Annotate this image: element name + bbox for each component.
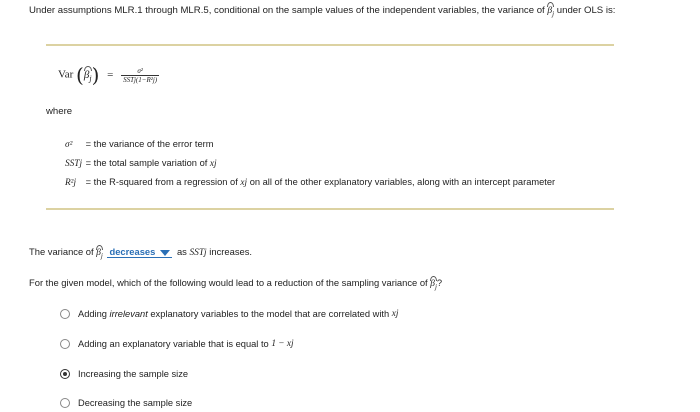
definition-symbol: R²j [65, 178, 77, 188]
fraction [121, 67, 159, 84]
radio-button[interactable] [60, 339, 70, 349]
definition-sigma: σ² = the variance of the error term [65, 139, 214, 150]
answer-dropdown[interactable] [107, 246, 172, 258]
radio-button-selected[interactable] [60, 369, 70, 379]
radio-button[interactable] [60, 309, 70, 319]
beta-hat-symbol: $\beta_j$ [96, 248, 103, 260]
divider-top [46, 44, 614, 46]
definition-sst: SSTj = the total sample variation of xj [65, 158, 217, 169]
question-reduce-variance: For the given model, which of the following would lead to a reduction of the sampling variance of $\beta_j$? [29, 277, 443, 291]
variance-formula [58, 63, 159, 87]
option-irrelevant-variables[interactable]: Adding irrelevant explanatory variables to the model that are correlated with xj [60, 309, 398, 319]
radio-button[interactable] [60, 398, 70, 408]
where-label: where [46, 106, 73, 117]
option-variable-one-minus-x[interactable]: Adding an explanatory variable that is equal to 1 − xj [60, 339, 294, 349]
definition-symbol: σ² [65, 140, 73, 150]
beta-hat-symbol: $\beta_j$ [430, 279, 437, 291]
option-decrease-sample-size[interactable]: Decreasing the sample size [60, 398, 192, 408]
question-variance-sst: The variance of $\beta_j$ decreases as SSTj increases. [29, 246, 253, 260]
intro-before: Under assumptions MLR.1 through MLR.5, conditional on the sample values of the independent variables, the variance of [29, 5, 545, 16]
intro-text [29, 5, 615, 18]
paren-right: ) [91, 63, 100, 87]
option-increase-sample-size[interactable]: Increasing the sample size [60, 369, 188, 379]
var-label: Var [58, 68, 74, 81]
fraction-denominator: SSTj(1−R²j) [123, 75, 158, 84]
chevron-down-icon [160, 250, 170, 256]
divider-bottom [46, 208, 614, 210]
beta-hat-symbol: $\beta_j$ [83, 68, 92, 83]
equals-sign: = [107, 68, 114, 81]
definition-r-squared: R²j = the R-squared from a regression of xj on all of the other explanatory variables, along with an intercept parameter [65, 177, 556, 188]
dropdown-value: decreases [109, 246, 156, 257]
intro-after: under OLS is: [556, 5, 616, 16]
definition-symbol: SSTj [65, 159, 83, 169]
fraction-numerator: σ² [137, 66, 143, 75]
paren-left: ( [76, 63, 84, 87]
beta-hat-symbol: $\beta_j$ [547, 5, 555, 18]
